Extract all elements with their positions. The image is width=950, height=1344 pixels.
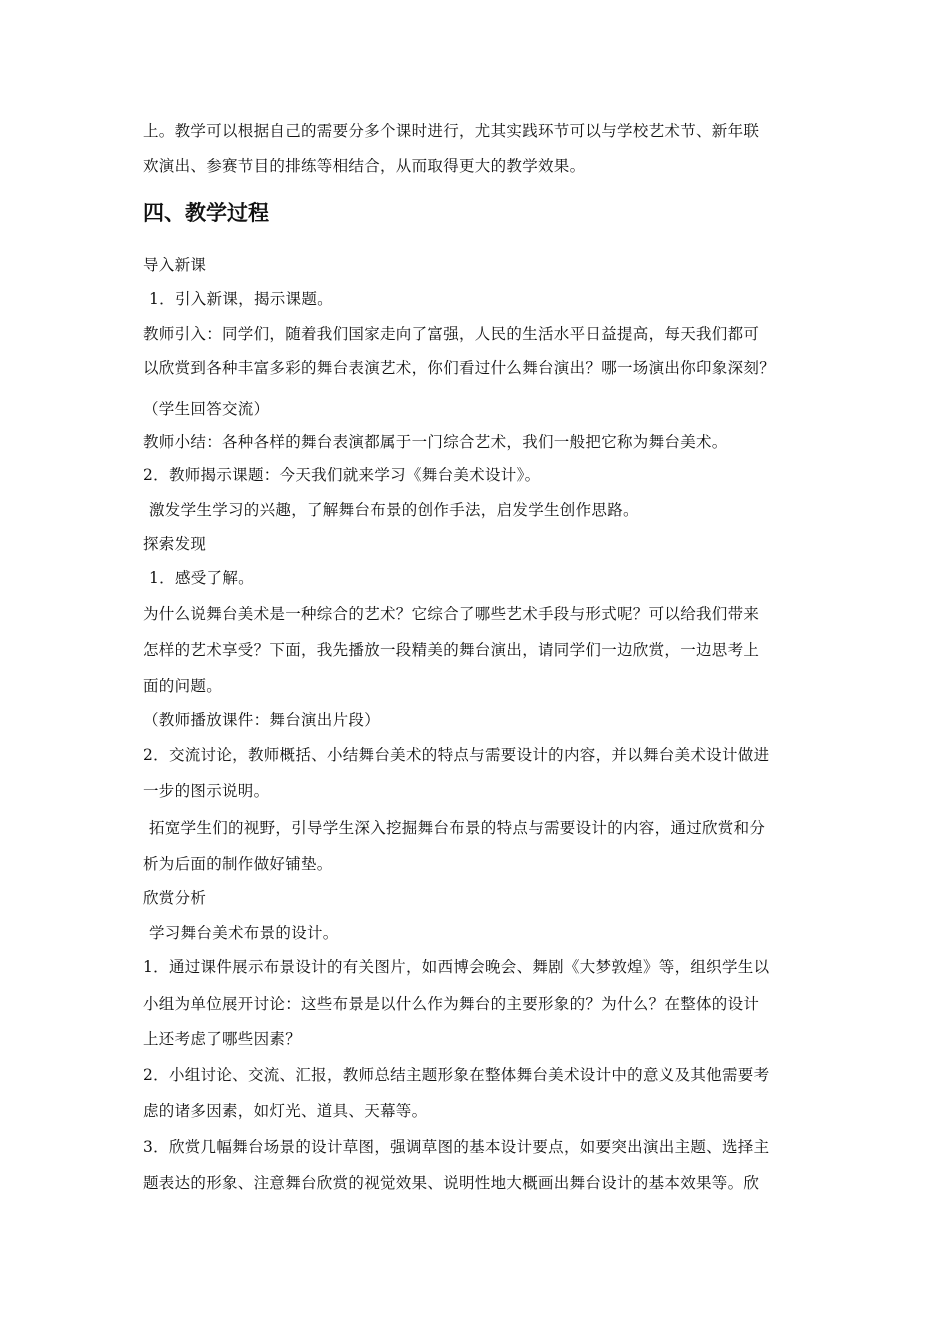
- paragraph-line: 析为后面的制作做好铺垫。: [143, 855, 333, 873]
- list-item: 1．感受了解。: [149, 569, 254, 587]
- subsection-title: 欣赏分析: [143, 889, 207, 907]
- paragraph-line: 激发学生学习的兴趣，了解舞台布景的创作手法，启发学生创作思路。: [149, 501, 639, 519]
- paragraph-line: 教师引入：同学们，随着我们国家走向了富强，人民的生活水平日益提高，每天我们都可: [143, 325, 760, 343]
- paragraph-line: 学习舞台美术布景的设计。: [149, 924, 339, 942]
- paragraph-line: 为什么说舞台美术是一种综合的艺术？它综合了哪些艺术手段与形式呢？可以给我们带来: [143, 605, 760, 623]
- list-item: 3．欣赏几幅舞台场景的设计草图，强调草图的基本设计要点，如要突出演出主题、选择主: [143, 1138, 770, 1156]
- paragraph-line: 欢演出、参赛节目的排练等相结合，从而取得更大的教学效果。: [143, 157, 586, 175]
- paragraph-line: 教师小结：各种各样的舞台表演都属于一门综合艺术，我们一般把它称为舞台美术。: [143, 433, 728, 451]
- list-item: 2．教师揭示课题：今天我们就来学习《舞台美术设计》。: [143, 466, 541, 484]
- subsection-title: 导入新课: [143, 256, 207, 274]
- list-item: 2．小组讨论、交流、汇报，教师总结主题形象在整体舞台美术设计中的意义及其他需要考: [143, 1066, 770, 1084]
- paragraph-line: （教师播放课件：舞台演出片段）: [143, 711, 381, 729]
- paragraph-line: 拓宽学生们的视野，引导学生深入挖掘舞台布景的特点与需要设计的内容，通过欣赏和分: [149, 819, 766, 837]
- paragraph-line: 以欣赏到各种丰富多彩的舞台表演艺术，你们看过什么舞台演出？哪一场演出你印象深刻？: [143, 359, 776, 377]
- section-heading: 四、教学过程: [143, 201, 269, 225]
- list-item: 1．通过课件展示布景设计的有关图片，如西博会晚会、舞剧《大梦敦煌》等，组织学生以: [143, 958, 770, 976]
- paragraph-line: 上。教学可以根据自己的需要分多个课时进行，尤其实践环节可以与学校艺术节、新年联: [143, 122, 760, 140]
- paragraph-line: 题表达的形象、注意舞台欣赏的视觉效果、说明性地大概画出舞台设计的基本效果等。欣: [143, 1174, 760, 1192]
- paragraph-line: （学生回答交流）: [143, 400, 270, 418]
- paragraph-line: 小组为单位展开讨论：这些布景是以什么作为舞台的主要形象的？为什么？在整体的设计: [143, 995, 760, 1013]
- paragraph-line: 一步的图示说明。: [143, 782, 270, 800]
- list-item: 2．交流讨论，教师概括、小结舞台美术的特点与需要设计的内容，并以舞台美术设计做进: [143, 746, 770, 764]
- list-item: 1．引入新课，揭示课题。: [149, 290, 333, 308]
- paragraph-line: 上还考虑了哪些因素？: [143, 1030, 302, 1048]
- paragraph-line: 怎样的艺术享受？下面，我先播放一段精美的舞台演出，请同学们一边欣赏，一边思考上: [143, 641, 760, 659]
- paragraph-line: 面的问题。: [143, 677, 223, 695]
- paragraph-line: 虑的诸多因素，如灯光、道具、天幕等。: [143, 1102, 428, 1120]
- subsection-title: 探索发现: [143, 535, 207, 553]
